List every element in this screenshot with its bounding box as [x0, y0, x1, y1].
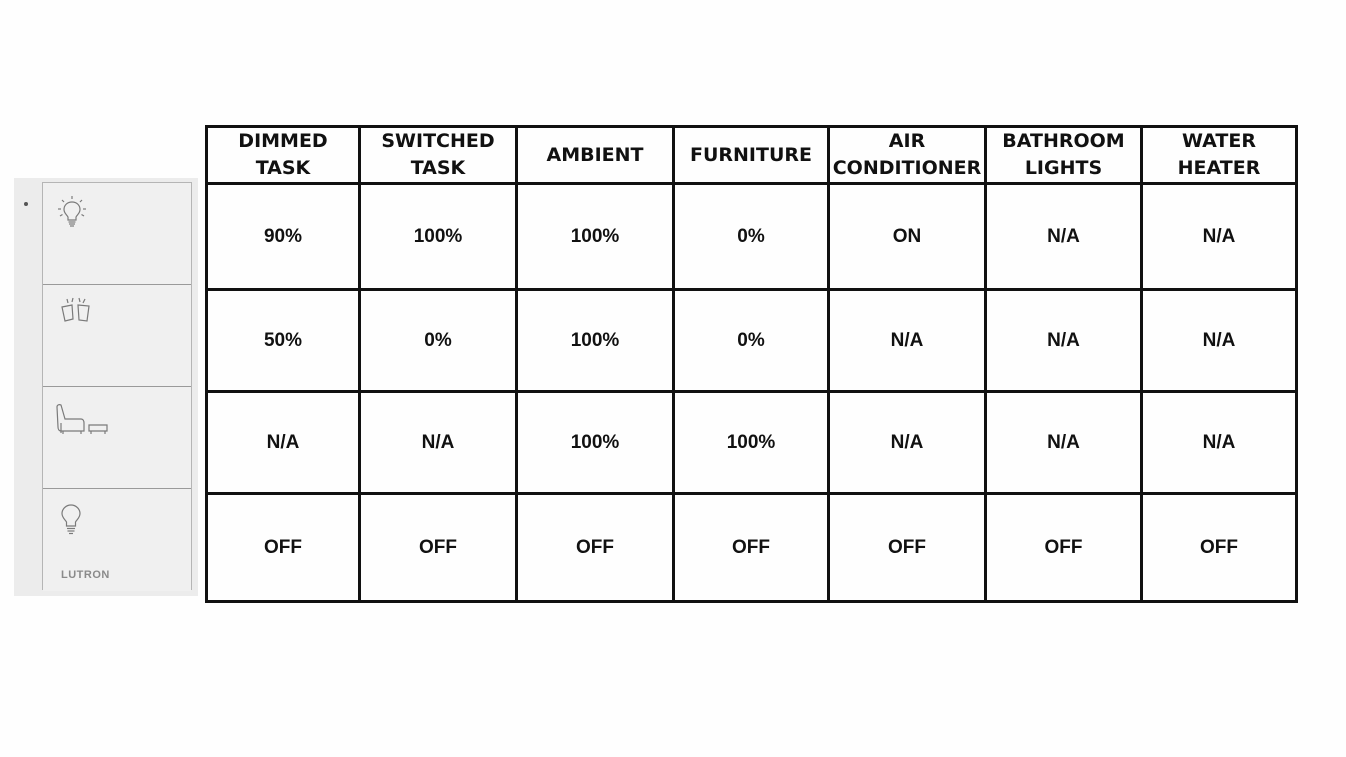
scene-table: [205, 125, 1298, 603]
table-cell: OFF: [207, 494, 360, 602]
table-cell: 100%: [517, 392, 674, 494]
column-header: BATHROOM LIGHTS: [986, 127, 1142, 184]
keypad-button-bright[interactable]: [43, 183, 191, 285]
table-cell: 0%: [360, 290, 517, 392]
keypad-button-entertain[interactable]: [43, 285, 191, 387]
table-row: [207, 494, 1297, 602]
column-header: AMBIENT: [517, 127, 674, 184]
column-header: WATER HEATER: [1142, 127, 1297, 184]
table-cell: N/A: [829, 290, 986, 392]
table-cell: N/A: [829, 392, 986, 494]
column-header: SWITCHED TASK: [360, 127, 517, 184]
column-header: AIR CONDITIONER: [829, 127, 986, 184]
table-cell: N/A: [986, 392, 1142, 494]
table-cell: 100%: [517, 290, 674, 392]
lutron-keypad: [42, 182, 192, 590]
table-cell: N/A: [1142, 392, 1297, 494]
column-header: FURNITURE: [674, 127, 829, 184]
status-led: [24, 202, 28, 206]
table-cell: 0%: [674, 184, 829, 290]
table-cell: N/A: [986, 290, 1142, 392]
table-row: [207, 184, 1297, 290]
keypad-button-relax[interactable]: [43, 387, 191, 489]
table-cell: 100%: [674, 392, 829, 494]
toast-glasses-icon: [59, 297, 95, 329]
table-cell: N/A: [207, 392, 360, 494]
table-cell: 100%: [517, 184, 674, 290]
table-cell: OFF: [674, 494, 829, 602]
table-cell: N/A: [1142, 290, 1297, 392]
lightbulb-icon: [60, 503, 82, 537]
table-cell: OFF: [986, 494, 1142, 602]
armchair-ottoman-icon: [53, 403, 111, 439]
table-cell: N/A: [986, 184, 1142, 290]
table-cell: N/A: [1142, 184, 1297, 290]
table-cell: OFF: [1142, 494, 1297, 602]
table-cell: 100%: [360, 184, 517, 290]
table-row: [207, 290, 1297, 392]
table-cell: OFF: [360, 494, 517, 602]
table-cell: N/A: [360, 392, 517, 494]
table-cell: OFF: [517, 494, 674, 602]
keypad-button-off[interactable]: [43, 489, 191, 591]
column-header: DIMMED TASK: [207, 127, 360, 184]
header-row: [207, 127, 1297, 184]
brand-logo: LUTRON: [61, 569, 110, 581]
lightbulb-rays-icon: [57, 195, 87, 231]
table-cell: 50%: [207, 290, 360, 392]
table-cell: 90%: [207, 184, 360, 290]
table-cell: ON: [829, 184, 986, 290]
table-cell: OFF: [829, 494, 986, 602]
table-cell: 0%: [674, 290, 829, 392]
table-row: [207, 392, 1297, 494]
